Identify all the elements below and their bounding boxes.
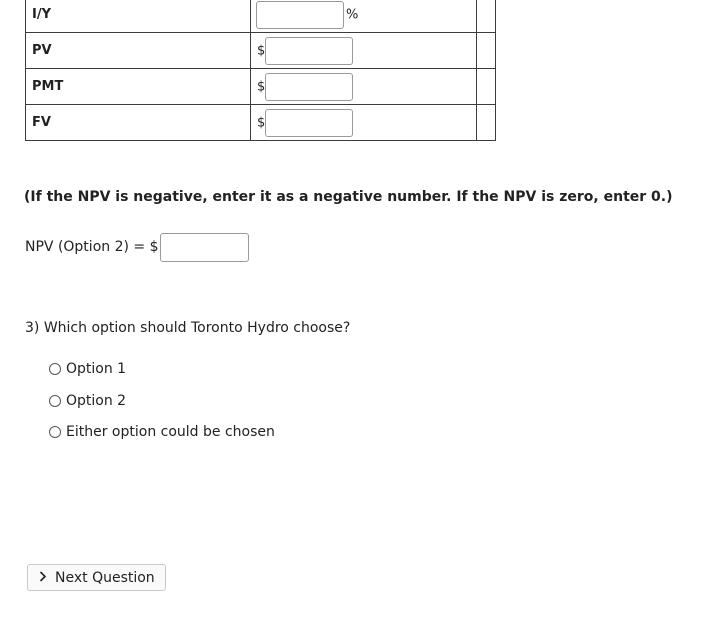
row-label: PV	[26, 33, 251, 69]
input-cell	[251, 69, 477, 105]
option-label: Option 2	[66, 392, 127, 409]
input-cell	[251, 105, 477, 141]
extra-cell	[477, 0, 496, 33]
option-label: Option 1	[66, 361, 127, 377]
tvm-input-table	[25, 0, 496, 141]
iy-input[interactable]	[256, 1, 344, 29]
question-text: 3) Which option should Toronto Hydro choose?	[25, 320, 351, 336]
row-label: I/Y	[26, 0, 251, 33]
option-label: Either option could be chosen	[66, 424, 275, 440]
dollar-prefix: $	[257, 115, 266, 130]
answer-options	[49, 359, 275, 454]
table-row-iy	[26, 0, 496, 33]
npv-row	[25, 232, 249, 262]
npv-label: NPV (Option 2) = $	[25, 239, 159, 255]
dollar-prefix: $	[257, 79, 266, 94]
extra-cell	[477, 69, 496, 105]
pmt-input[interactable]	[265, 73, 353, 101]
pv-input[interactable]	[265, 37, 353, 65]
table-row-pv	[26, 33, 496, 69]
next-question-label: Next Question	[55, 569, 155, 586]
input-cell	[251, 0, 477, 33]
npv-input[interactable]	[160, 233, 249, 262]
radio-button-icon[interactable]	[49, 426, 61, 438]
extra-cell	[477, 33, 496, 69]
option-either[interactable]	[49, 422, 275, 442]
option-1[interactable]	[49, 359, 275, 379]
percent-suffix: %	[346, 7, 359, 22]
fv-input[interactable]	[265, 109, 353, 137]
row-label: FV	[26, 105, 251, 141]
dollar-prefix: $	[257, 43, 266, 58]
extra-cell	[477, 105, 496, 141]
option-2[interactable]	[49, 391, 275, 411]
radio-button-icon[interactable]	[49, 363, 61, 375]
npv-instruction: (If the NPV is negative, enter it as a negative number. If the NPV is zero, enter 0.)	[24, 189, 673, 205]
row-label: PMT	[26, 69, 251, 105]
next-question-button[interactable]	[27, 564, 166, 591]
input-cell	[251, 33, 477, 69]
radio-button-icon[interactable]	[49, 395, 61, 407]
table-row-pmt	[26, 69, 496, 105]
chevron-right-icon	[39, 571, 47, 584]
table-row-fv	[26, 105, 496, 141]
